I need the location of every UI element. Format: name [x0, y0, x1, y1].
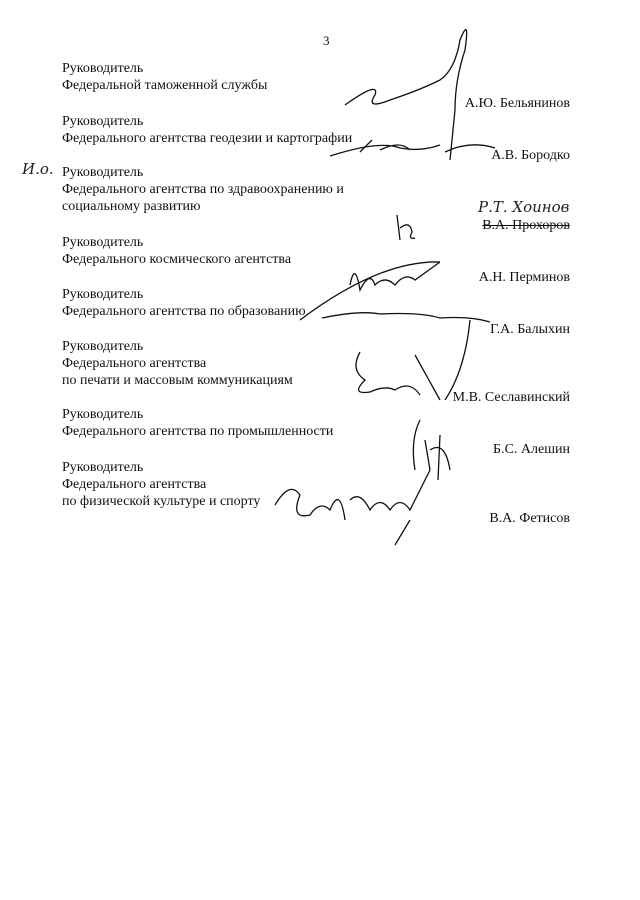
- handwritten-name: Р.Т. Хоинов: [478, 198, 570, 216]
- title-line: Федерального агентства: [62, 477, 207, 492]
- signatory-block-customs: [62, 60, 267, 94]
- title-line: Федерального космического агентства: [62, 252, 292, 267]
- signatory-block-industry: [62, 406, 333, 440]
- signatory-name: А.Н. Перминов: [478, 270, 570, 285]
- signatory-name: Г.А. Балыхин: [490, 322, 570, 337]
- title-line: Руководитель: [62, 114, 144, 129]
- signatory-name: Б.С. Алешин: [493, 442, 570, 457]
- title-line: Федеральной таможенной службы: [62, 78, 268, 93]
- title-line: Руководитель: [62, 287, 144, 302]
- title-line: Руководитель: [62, 407, 144, 422]
- handwritten-prefix: И.о.: [22, 160, 54, 178]
- page-number: 3: [323, 33, 330, 48]
- title-line: Федерального агентства: [62, 356, 207, 371]
- title-line: Руководитель: [62, 165, 144, 180]
- signatory-name: А.В. Бородко: [491, 148, 570, 163]
- title-line: Руководитель: [62, 235, 144, 250]
- signatory-name: В.А. Фетисов: [489, 511, 570, 526]
- title-line: Руководитель: [62, 61, 144, 76]
- title-line: Федерального агентства по образованию: [62, 304, 306, 319]
- signatory-block-geodesy: [62, 113, 352, 147]
- title-line: социальному развитию: [62, 199, 201, 214]
- title-line: по печати и массовым коммуникациям: [62, 373, 293, 388]
- title-line: Руководитель: [62, 339, 144, 354]
- signatory-block-education: [62, 286, 306, 320]
- title-line: Федерального агентства по промышленности: [62, 424, 334, 439]
- title-line: по физической культуре и спорту: [62, 494, 261, 509]
- signatory-name: В.А. Прохоров: [482, 218, 570, 233]
- signatory-block-health: [62, 164, 344, 215]
- signatory-block-sport: [62, 459, 260, 510]
- title-line: Федерального агентства геодезии и картографии: [62, 131, 353, 146]
- title-line: Руководитель: [62, 460, 144, 475]
- title-line: Федерального агентства по здравоохранению и: [62, 182, 344, 197]
- signatory-block-press: [62, 338, 293, 389]
- signatory-name: А.Ю. Бельянинов: [464, 96, 570, 111]
- signatory-name: М.В. Сеславинский: [452, 390, 570, 405]
- signatory-block-space: [62, 234, 291, 268]
